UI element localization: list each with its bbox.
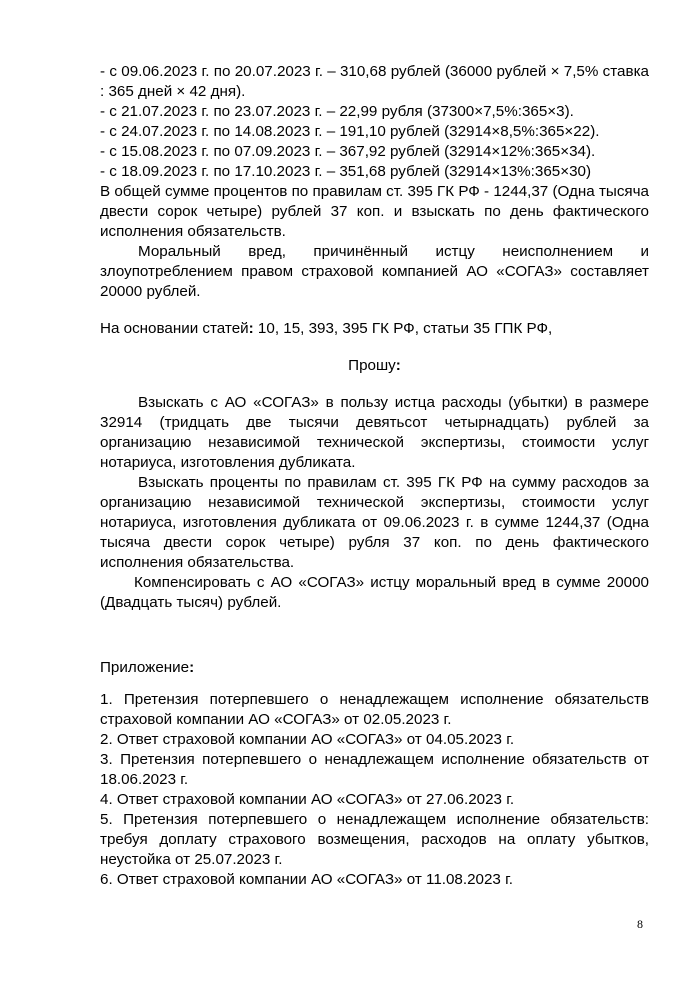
appendix-item: 5. Претензия потерпевшего о ненадлежащем исполнение обязательств: требуя доплату страхового возмещения, расходов на оплату убытков, неустойка от 25.07.2023 г. bbox=[100, 811, 649, 868]
interest-calc-line: - с 09.06.2023 г. по 20.07.2023 г. – 310,68 рублей (36000 рублей × 7,5% ставка : 365 дней × 42 дня). bbox=[100, 63, 649, 100]
request-paragraph: Взыскать с АО «СОГАЗ» в пользу истца расходы (убытки) в размере 32914 (тридцать две тысячи девятьсот четырнадцать) рублей за организацию независимой технической экспертизы, стоимости услуг нотариуса, изготовления дубликата. bbox=[100, 394, 649, 471]
appendix-item: 4. Ответ страховой компании АО «СОГАЗ» от 27.06.2023 г. bbox=[100, 791, 515, 808]
appendix-item: 3. Претензия потерпевшего о ненадлежащем исполнение обязательств от 18.06.2023 г. bbox=[100, 751, 649, 788]
appendix-item: 2. Ответ страховой компании АО «СОГАЗ» от 04.05.2023 г. bbox=[100, 731, 515, 748]
request-heading: Прошу: bbox=[348, 357, 401, 374]
total-interest-paragraph: В общей сумме процентов по правилам ст. 395 ГК РФ - 1244,37 (Одна тысяча двести сорок четыре) рублей 37 коп. и взыскать по день фактического исполнения обязательств. bbox=[100, 183, 649, 240]
appendix-heading: Приложение: bbox=[100, 659, 195, 676]
interest-calc-line: - с 15.08.2023 г. по 07.09.2023 г. – 367,92 рублей (32914×12%:365×34). bbox=[100, 143, 596, 160]
document-body bbox=[100, 62, 649, 890]
interest-calc-line: - с 21.07.2023 г. по 23.07.2023 г. – 22,99 рубля (37300×7,5%:365×3). bbox=[100, 103, 574, 120]
moral-damage-paragraph: Моральный вред, причинённый истцу неисполнением и злоупотреблением правом страховой компанией АО «СОГАЗ» составляет 20000 рублей. bbox=[100, 243, 649, 300]
page-number: 8 bbox=[637, 917, 643, 931]
request-paragraph: Взыскать проценты по правилам ст. 395 ГК РФ на сумму расходов за организацию независимой технической экспертизы, стоимости услуг нотариуса, изготовления дубликата от 09.06.2023 г. в сумме 1244,37 (Одна тысяча двести сорок четыре) рубля 37 коп. по день фактического исполнения обязательства. bbox=[100, 474, 649, 571]
interest-calc-line: - с 24.07.2023 г. по 14.08.2023 г. – 191,10 рублей (32914×8,5%:365×22). bbox=[100, 123, 600, 140]
interest-calc-line: - с 18.09.2023 г. по 17.10.2023 г. – 351,68 рублей (32914×13%:365×30) bbox=[100, 163, 592, 180]
request-paragraph: Компенсировать с АО «СОГАЗ» истцу моральный вред в сумме 20000 (Двадцать тысяч) рублей. bbox=[100, 574, 649, 611]
appendix-item: 1. Претензия потерпевшего о ненадлежащем исполнение обязательств страховой компании АО «СОГАЗ» от 02.05.2023 г. bbox=[100, 691, 649, 728]
legal-basis-line: На основании статей: 10, 15, 393, 395 ГК РФ, статьи 35 ГПК РФ, bbox=[100, 320, 553, 337]
appendix-item: 6. Ответ страховой компании АО «СОГАЗ» от 11.08.2023 г. bbox=[100, 871, 514, 888]
